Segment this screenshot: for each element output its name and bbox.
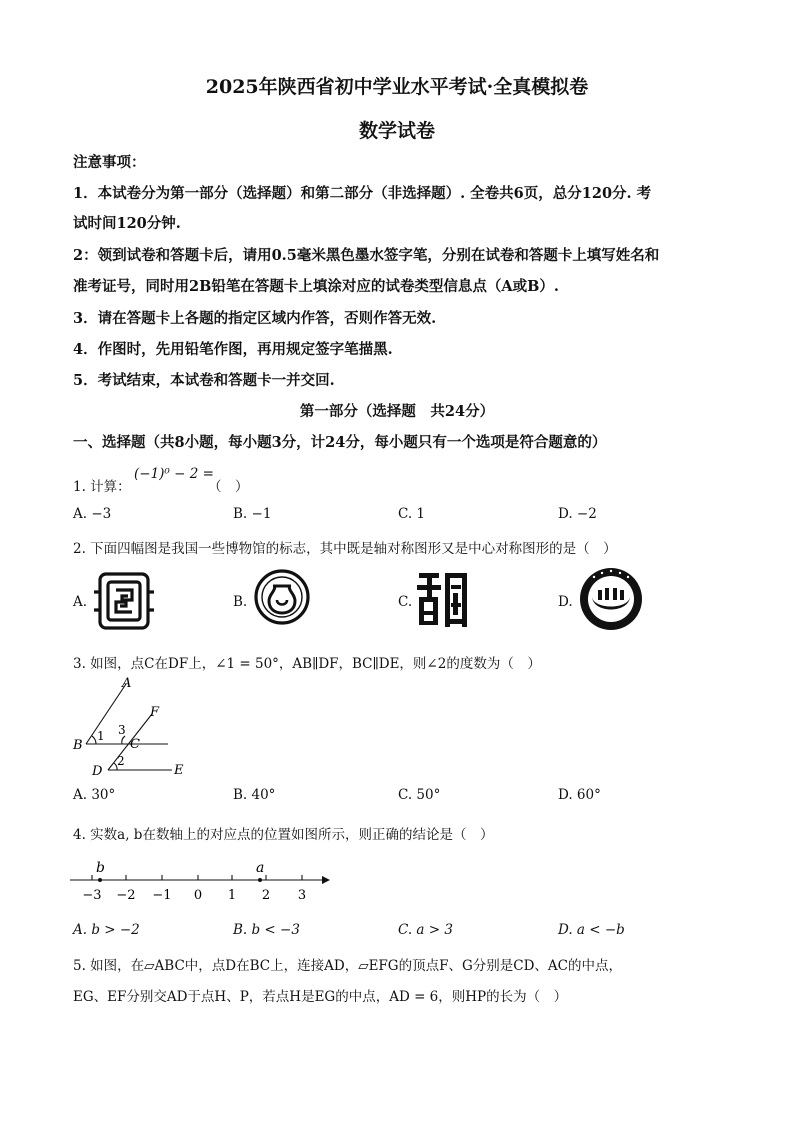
label-angle-1: 1 xyxy=(97,729,105,743)
q2-option-c-label[interactable]: C. xyxy=(398,594,413,610)
notice-line: 5．考试结束，本试卷和答题卡一并交回. xyxy=(73,372,335,389)
label-c: C xyxy=(130,737,140,752)
notice-line: 准考证号，同时用2B铅笔在答题卡上填涂对应的试卷类型信息点（A或B）. xyxy=(73,278,559,295)
q1-expression: (−1)⁰ − 2 = xyxy=(134,466,214,482)
label-d: D xyxy=(92,764,103,779)
notice-line: 1．本试卷分为第一部分（选择题）和第二部分（非选择题）. 全卷共6页，总分120分. 考 xyxy=(73,185,652,202)
angle-1-arc xyxy=(92,736,96,744)
q3-option-b[interactable]: B. 40° xyxy=(233,787,276,803)
notice-line: 3．请在答题卡上各题的指定区域内作答，否则作答无效. xyxy=(73,310,437,327)
notice-line: 2：领到试卷和答题卡后，请用0.5毫米黑色墨水签字笔，分别在试卷和答题卡上填写姓名和 xyxy=(73,247,660,264)
q5-line-1: 5. 如图，在▱ABC中，点D在BC上，连接AD，▱EFG的顶点F、G分别是CD、AC的中点， xyxy=(73,958,622,974)
section-heading: 一、选择题（共8小题，每小题3分，计24分，每小题只有一个选项是符合题意的） xyxy=(73,434,607,451)
axis-arrow-icon xyxy=(322,876,330,884)
q2-option-a-label[interactable]: A. xyxy=(73,594,88,610)
q4-number-line xyxy=(66,855,336,905)
q3-option-c[interactable]: C. 50° xyxy=(398,787,441,803)
label-a: A xyxy=(122,676,132,691)
tick-label: 2 xyxy=(261,888,271,903)
q2-option-b-label[interactable]: B. xyxy=(233,594,248,610)
point-a-label: a xyxy=(256,860,265,876)
tick-label: −3 xyxy=(82,888,102,903)
q4-option-d[interactable]: D. a < −b xyxy=(558,922,625,938)
q1-blank: （ ） xyxy=(208,479,249,495)
q4-text: 4. 实数a, b在数轴上的对应点的位置如图所示，则正确的结论是（ ） xyxy=(73,827,494,843)
part1-heading: 第一部分（选择题 共24分） xyxy=(299,403,495,420)
label-angle-3: 3 xyxy=(118,723,126,737)
label-angle-2: 2 xyxy=(117,754,125,768)
logo-a-spiral-icon xyxy=(92,570,156,632)
q3-geometry-figure xyxy=(70,672,200,782)
q3-option-d[interactable]: D. 60° xyxy=(558,787,601,803)
logo-b-vessel-icon xyxy=(253,568,311,626)
q2-option-d-label[interactable]: D. xyxy=(558,594,573,610)
exam-subtitle: 数学试卷 xyxy=(358,120,435,142)
label-f: F xyxy=(150,705,160,720)
tick-label: −1 xyxy=(152,888,172,903)
tick-label: 0 xyxy=(193,888,203,903)
notice-line: 试时间120分钟. xyxy=(73,215,181,232)
q4-option-b[interactable]: B. b < −3 xyxy=(233,922,300,938)
tick-label: 1 xyxy=(227,888,237,903)
q5-line-2: EG、EF分别交AD于点H、P，若点H是EG的中点，AD = 6，则HP的长为（ ） xyxy=(73,989,568,1005)
q1-option-c[interactable]: C. 1 xyxy=(398,506,426,522)
q4-option-c[interactable]: C. a > 3 xyxy=(398,922,453,938)
angle-3-arc xyxy=(122,736,125,744)
tick-label: 3 xyxy=(297,888,307,903)
q4-option-a[interactable]: A. b > −2 xyxy=(73,922,140,938)
q1-prefix: 1. 计算： xyxy=(73,479,131,495)
q3-option-a[interactable]: A. 30° xyxy=(73,787,116,803)
logo-c-glyph-icon xyxy=(415,569,471,631)
q2-text: 2. 下面四幅图是我国一些博物馆的标志，其中既是轴对称图形又是中心对称图形的是（ ） xyxy=(73,541,617,557)
exam-title: 2025年陕西省初中学业水平考试·全真模拟卷 xyxy=(205,76,589,98)
point-b xyxy=(98,878,102,882)
notice-line: 4．作图时，先用铅笔作图，再用规定签字笔描黑. xyxy=(73,341,393,358)
notice-heading: 注意事项： xyxy=(73,154,146,171)
point-b-label: b xyxy=(96,860,105,876)
q1-option-d[interactable]: D. −2 xyxy=(558,506,597,522)
label-e: E xyxy=(174,763,184,778)
logo-d-seal-icon xyxy=(578,566,644,632)
q1-option-b[interactable]: B. −1 xyxy=(233,506,272,522)
point-a xyxy=(258,878,262,882)
label-b: B xyxy=(73,738,83,753)
q1-option-a[interactable]: A. −3 xyxy=(73,506,112,522)
tick-label: −2 xyxy=(116,888,136,903)
q3-text: 3. 如图，点C在DF上，∠1 = 50°，AB∥DF，BC∥DE，则∠2的度数为（ ） xyxy=(73,656,541,672)
